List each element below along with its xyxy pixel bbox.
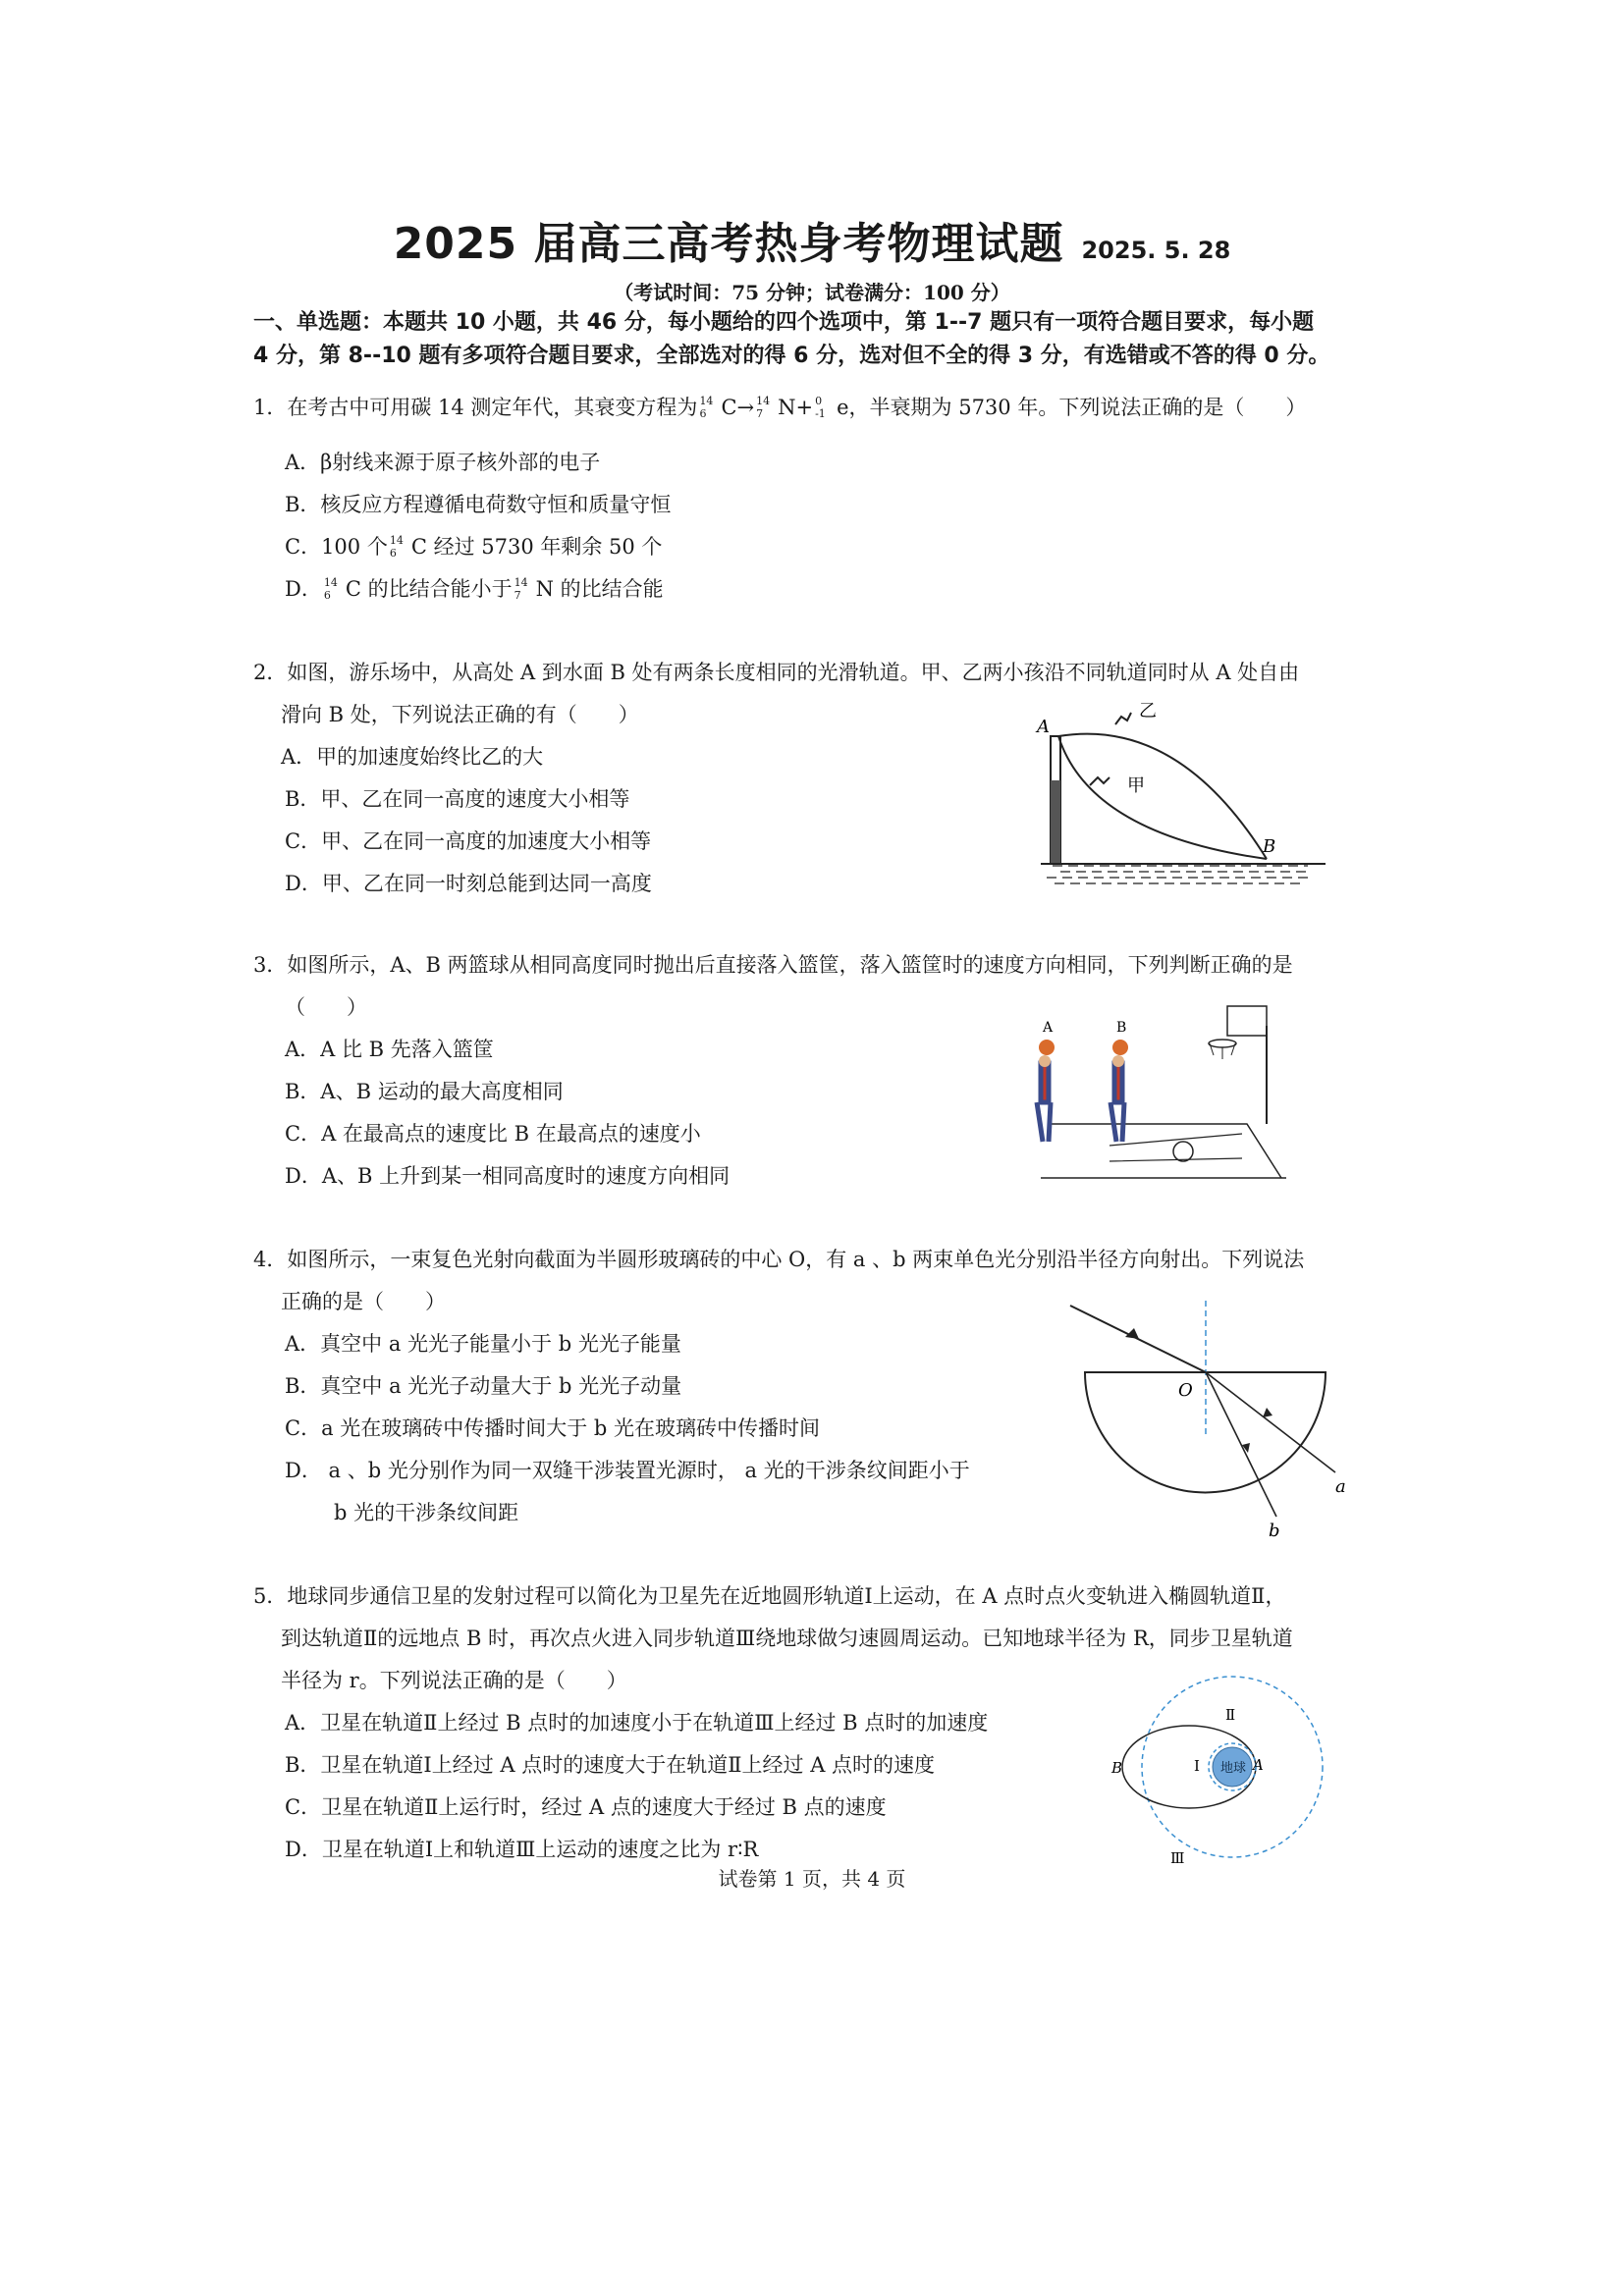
q1d-pre: D． (285, 577, 322, 601)
yi-label: 乙 (1139, 701, 1157, 721)
n-mass-d: 14 (514, 576, 528, 589)
q1-option-a[interactable]: A．β射线来源于原子核外部的电子 (285, 451, 601, 474)
section-line-1: 一、单选题：本题共 10 小题，共 46 分，每小题给的四个选项中，第 1--7 题只有一项符合题目要求，每小题 (253, 310, 1315, 335)
orbit-1-label: Ⅰ (1194, 1757, 1200, 1775)
q5-line-2: 到达轨道Ⅱ的远地点 B 时，再次点火进入同步轨道Ⅲ绕地球做匀速圆周运动。已知地球半径为 R，同步卫星轨道 (281, 1627, 1293, 1650)
section-line-2: 4 分，第 8--10 题有多项符合题目要求，全部选对的得 6 分，选对但不全的得 3 分，有选错或不答的得 0 分。 (253, 344, 1330, 368)
e-mass: 0 (815, 395, 823, 407)
c-mass-c: 14 (389, 534, 404, 547)
orbit-2-label: Ⅱ (1225, 1706, 1236, 1724)
q5-option-d[interactable]: D．卫星在轨道Ⅰ上和轨道Ⅲ上运动的速度之比为 r∶R (285, 1838, 759, 1861)
ray-a-label: a (1335, 1476, 1346, 1497)
n-atomic-d: 7 (514, 589, 521, 602)
page-title: 2025 届高三高考热身考物理试题 (393, 219, 1064, 269)
q5-option-a[interactable]: A．卫星在轨道Ⅱ上经过 B 点时的加速度小于在轨道Ⅲ上经过 B 点时的加速度 (285, 1711, 989, 1735)
q4-line-2: 正确的是（ ） (281, 1290, 446, 1313)
slide-track-figure (1031, 697, 1335, 893)
point-b-label: B (1111, 1759, 1123, 1777)
point-a-label: A (1037, 717, 1050, 737)
jia-label: 甲 (1127, 775, 1145, 796)
ball-a-label: A (1043, 1020, 1054, 1036)
page-title-block (0, 208, 1624, 271)
q2-option-a[interactable]: A．甲的加速度始终比乙的大 (281, 745, 544, 769)
q1-prefix: 1．在考古中可用碳 14 测定年代，其衰变方程为 (253, 396, 698, 419)
q5-line-3: 半径为 r。下列说法正确的是（ ） (281, 1669, 627, 1692)
q4-line-1: 4．如图所示，一束复色光射向截面为半圆形玻璃砖的中心 O，有 a 、b 两束单色光分别沿半径方向射出。下列说法 (253, 1248, 1305, 1271)
q2-option-c[interactable]: C．甲、乙在同一高度的加速度大小相等 (285, 829, 652, 853)
basketball-figure (1021, 996, 1296, 1193)
q1c-pre: C．100 个 (285, 535, 388, 559)
q2-line-2: 滑向 B 处，下列说法正确的有（ ） (281, 703, 639, 726)
nitrogen-nuclide-d (513, 577, 536, 601)
nitrogen-nuclide (754, 396, 778, 419)
satellite-orbits-figure (1110, 1659, 1355, 1875)
q1-option-b[interactable]: B．核反应方程遵循电荷数守恒和质量守恒 (285, 493, 672, 516)
q1d-post: N 的比结合能 (535, 577, 664, 601)
exam-info: （考试时间：75 分钟；试卷满分：100 分） (614, 281, 1010, 304)
q3-line-1: 3．如图所示，A、B 两篮球从相同高度同时抛出后直接落入篮筐，落入篮筐时的速度方向相同，下列判断正确的是 (253, 953, 1293, 977)
q3-option-a[interactable]: A．A 比 B 先落入篮筐 (285, 1038, 494, 1061)
page-footer: 试卷第 1 页，共 4 页 (718, 1867, 906, 1891)
q1-option-d[interactable] (285, 572, 664, 606)
q2-option-b[interactable]: B．甲、乙在同一高度的速度大小相等 (285, 787, 630, 811)
ray-b-label: b (1269, 1521, 1280, 1541)
q4-option-a[interactable]: A．真空中 a 光光子能量小于 b 光光子能量 (285, 1332, 681, 1356)
c-atomic: 6 (699, 407, 707, 420)
q1d-mid: C 的比结合能小于 (345, 577, 513, 601)
q4-option-b[interactable]: B．真空中 a 光光子动量大于 b 光光子动量 (285, 1374, 682, 1398)
q5-option-c[interactable]: C．卫星在轨道Ⅱ上运行时，经过 A 点的速度大于经过 B 点的速度 (285, 1795, 887, 1819)
carbon-nuclide (697, 396, 721, 419)
q1c-post: C 经过 5730 年剩余 50 个 (410, 535, 663, 559)
electron-symbol (813, 396, 837, 419)
point-b-label: B (1263, 836, 1276, 857)
n-atomic: 7 (756, 407, 764, 420)
point-a-label: A (1253, 1756, 1264, 1774)
semicircle-glass-figure (1060, 1296, 1355, 1551)
q2-line-1: 2．如图，游乐场中，从高处 A 到水面 B 处有两条长度相同的光滑轨道。甲、乙两小孩沿不同轨道同时从 A 处自由 (253, 661, 1300, 684)
q4-option-d-line-2: b 光的干涉条纹间距 (334, 1501, 519, 1524)
carbon-nuclide-d (322, 577, 346, 601)
q3-option-b[interactable]: B．A、B 运动的最大高度相同 (285, 1080, 564, 1103)
q3-option-c[interactable]: C．A 在最高点的速度比 B 在最高点的速度小 (285, 1122, 701, 1146)
section-instructions (253, 306, 1382, 373)
q2-option-d[interactable]: D．甲、乙在同一时刻总能到达同一高度 (285, 872, 652, 895)
q3-line-2: （ ） (285, 995, 367, 1019)
question-1-stem: 1．在考古中可用碳 14 测定年代，其衰变方程为 14 6 C→ 14 7 N+ 0 -1 e，半衰期为 5730 年。下列说法正确的是（ ） (253, 395, 1307, 420)
c-mass: 14 (699, 395, 714, 407)
q3-option-d[interactable]: D．A、B 上升到某一相同高度时的速度方向相同 (285, 1164, 731, 1188)
q1-suffix: ，半衰期为 5730 年。下列说法正确的是（ ） (848, 396, 1307, 419)
center-o-label: O (1178, 1380, 1193, 1401)
ball-b-label: B (1116, 1020, 1127, 1036)
q4-option-d-line-1[interactable]: D． a 、b 光分别作为同一双缝干涉装置光源时， a 光的干涉条纹间距小于 (285, 1459, 970, 1482)
q5-line-1: 5．地球同步通信卫星的发射过程可以简化为卫星先在近地圆形轨道Ⅰ上运动，在 A 点时点火变轨进入椭圆轨道Ⅱ， (253, 1584, 1286, 1608)
carbon-nuclide-c (388, 535, 411, 559)
e-atomic: -1 (815, 407, 826, 420)
q5-option-b[interactable]: B．卫星在轨道Ⅰ上经过 A 点时的速度大于在轨道Ⅱ上经过 A 点时的速度 (285, 1753, 936, 1777)
n-mass: 14 (756, 395, 771, 407)
c-atomic-d: 6 (323, 589, 331, 602)
q4-option-c[interactable]: C．a 光在玻璃砖中传播时间大于 b 光在玻璃砖中传播时间 (285, 1416, 821, 1440)
c-atomic-c: 6 (389, 547, 397, 560)
exam-date: 2025. 5. 28 (1081, 237, 1231, 264)
orbit-3-label: Ⅲ (1170, 1849, 1185, 1867)
earth-label: 地球 (1220, 1761, 1247, 1776)
c-mass-d: 14 (323, 576, 338, 589)
q1-option-c[interactable] (285, 530, 662, 563)
